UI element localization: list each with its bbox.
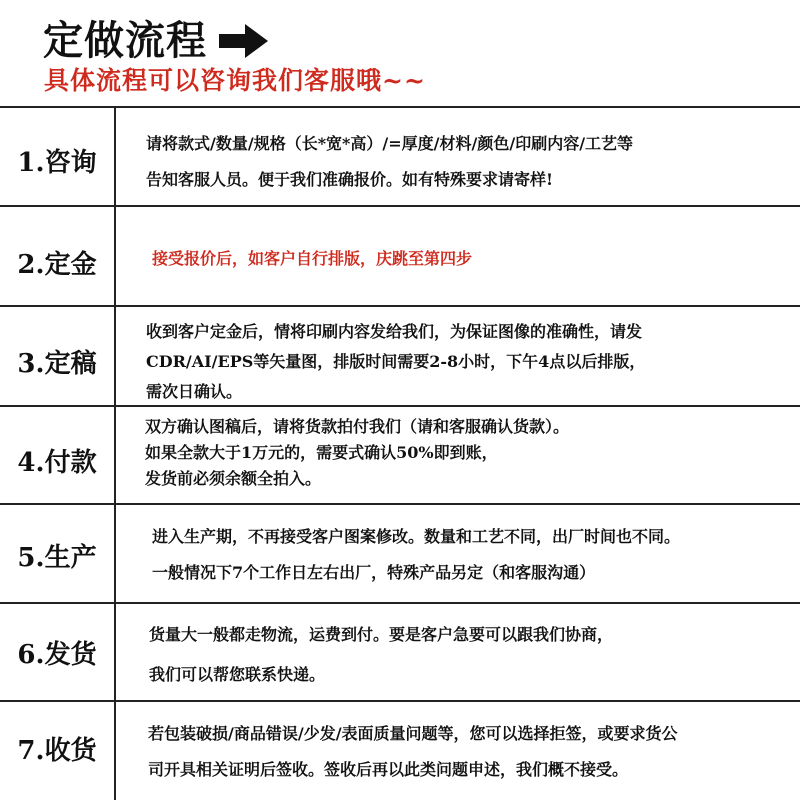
step-label-deposit: 2.定金 bbox=[17, 250, 97, 280]
step-text-line: 请将款式/数量/规格（长*宽*高）/=厚度/材料/颜色/印刷内容/工艺等 bbox=[146, 134, 634, 153]
step-text-payment bbox=[145, 414, 799, 492]
step-label-production: 5.生产 bbox=[17, 543, 97, 573]
step-text-line: 需次日确认。 bbox=[146, 382, 243, 401]
row-divider bbox=[0, 503, 800, 505]
step-text-production bbox=[152, 524, 800, 586]
page-subtitle: 具体流程可以咨询我们客服哦~~ bbox=[44, 66, 426, 95]
row-divider bbox=[0, 205, 800, 207]
step-text-line: 一般情况下7个工作日左右出厂，特殊产品另定（和客服沟通） bbox=[152, 563, 596, 582]
step-text-finalize bbox=[146, 317, 800, 407]
step-label-consult: 1.咨询 bbox=[17, 148, 97, 178]
page-header bbox=[0, 0, 800, 107]
step-text-line: 发货前必须余额全拍入。 bbox=[145, 469, 322, 488]
row-divider bbox=[0, 305, 800, 307]
step-text-line: 告知客服人员。便于我们准确报价。如有特殊要求请寄样! bbox=[146, 170, 554, 189]
step-label-shipping: 6.发货 bbox=[17, 640, 97, 670]
step-text-deposit bbox=[152, 246, 800, 272]
step-text-line: 进入生产期，不再接受客户图案修改。数量和工艺不同，出厂时间也不同。 bbox=[152, 527, 681, 546]
row-divider bbox=[0, 700, 800, 702]
step-text-line: 如果全款大于1万元的，需要式确认50%即到账， bbox=[145, 443, 498, 462]
row-divider bbox=[0, 602, 800, 604]
step-label-payment: 4.付款 bbox=[17, 448, 97, 478]
step-text-line: CDR/AI/EPS等矢量图，排版时间需要2-8小时，下午4点以后排版， bbox=[146, 352, 646, 371]
page-title: 定做流程 bbox=[43, 17, 207, 64]
step-text-line: 货量大一般都走物流，运费到付。要是客户急要可以跟我们协商， bbox=[149, 625, 614, 644]
step-text-line: 收到客户定金后，情将印刷内容发给我们，为保证图像的准确性，请发 bbox=[146, 322, 643, 341]
step-label-receipt: 7.收货 bbox=[17, 736, 97, 766]
step-text-line: 接受报价后，如客户自行排版，庆跳至第四步 bbox=[152, 249, 473, 268]
step-text-line: 若包装破损/商品错误/少发/表面质量问题等，您可以选择拒签，或要求货公 bbox=[148, 724, 678, 743]
step-text-line: 司开具相关证明后签收。签收后再以此类问题申述，我们概不接受。 bbox=[148, 760, 629, 779]
right-arrow-icon bbox=[219, 22, 269, 60]
table-top-border bbox=[0, 106, 800, 108]
step-text-receipt bbox=[148, 721, 800, 783]
step-text-consult bbox=[146, 132, 800, 192]
table-column-divider bbox=[114, 107, 116, 800]
step-text-shipping bbox=[149, 622, 800, 688]
step-text-line: 双方确认图稿后，请将货款拍付我们（请和客服确认货款）。 bbox=[145, 417, 570, 436]
step-text-line: 我们可以帮您联系快递。 bbox=[149, 665, 326, 684]
step-label-finalize: 3.定稿 bbox=[17, 349, 97, 379]
